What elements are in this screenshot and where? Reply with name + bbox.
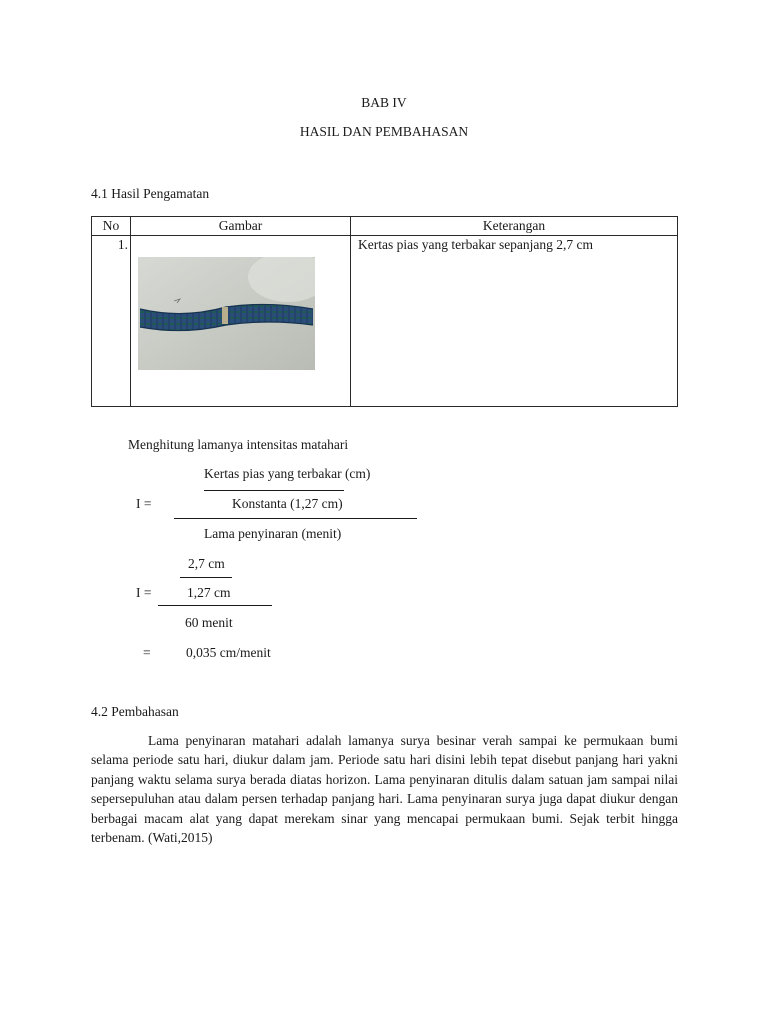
substitution-denominator: 60 menit — [185, 615, 233, 630]
description-cell: Kertas pias yang terbakar sepanjang 2,7 cm — [351, 236, 678, 407]
chapter-title: HASIL DAN PEMBAHASAN — [299, 124, 469, 139]
substitution-inner-fraction-bar — [180, 577, 232, 578]
observation-table — [91, 216, 678, 407]
substitution-label: I = — [136, 585, 152, 600]
formula-label: I = — [136, 496, 152, 511]
calculation-intro: Menghitung lamanya intensitas matahari — [128, 437, 349, 452]
result-equals: = — [143, 645, 151, 660]
substitution-main-fraction-bar — [158, 605, 272, 606]
header-keterangan: Keterangan — [351, 217, 678, 236]
formula-denominator: Lama penyinaran (menit) — [204, 526, 342, 541]
header-gambar: Gambar — [131, 217, 351, 236]
formula-sub-denominator: Konstanta (1,27 cm) — [232, 496, 343, 511]
section-heading-discussion: 4.2 Pembahasan — [91, 704, 179, 719]
formula-main-fraction-bar — [174, 518, 417, 519]
table-row — [92, 236, 678, 407]
image-cell — [131, 236, 351, 407]
discussion-text: Lama penyinaran matahari adalah lamanya surya besinar verah sampai ke permukaan bumi selama periode satu hari, diukur dalam jam. Periode satu hari disini lebih tepat disebut panjang hari yakni panjang waktu selama surya berada diatas horizon. Lama penyinaran ditulis dalam satuan jam sampai nilai sepersepuluhan atau dalam persen terhadap panjang hari. Lama penyinaran surya juga dapat diukur dengan berbagai macam alat yang dapat merekam sinar yang mencapai permukaan bumi. Sejak terbit hingga terbenam. (Wati,2015) — [91, 733, 678, 846]
table-header-row — [92, 217, 678, 236]
result-value: 0,035 cm/menit — [186, 645, 271, 660]
formula-inner-fraction-bar — [204, 490, 344, 491]
discussion-paragraph — [91, 731, 678, 847]
burnt-paper-photo — [138, 257, 315, 370]
chapter-number: BAB IV — [361, 95, 407, 110]
row-number: 1. — [92, 236, 131, 407]
substitution-numerator: 2,7 cm — [188, 556, 225, 571]
substitution-sub-denominator: 1,27 cm — [187, 585, 231, 600]
formula-numerator: Kertas pias yang terbakar (cm) — [204, 466, 371, 481]
section-heading-results: 4.1 Hasil Pengamatan — [91, 186, 210, 201]
header-no: No — [92, 217, 131, 236]
